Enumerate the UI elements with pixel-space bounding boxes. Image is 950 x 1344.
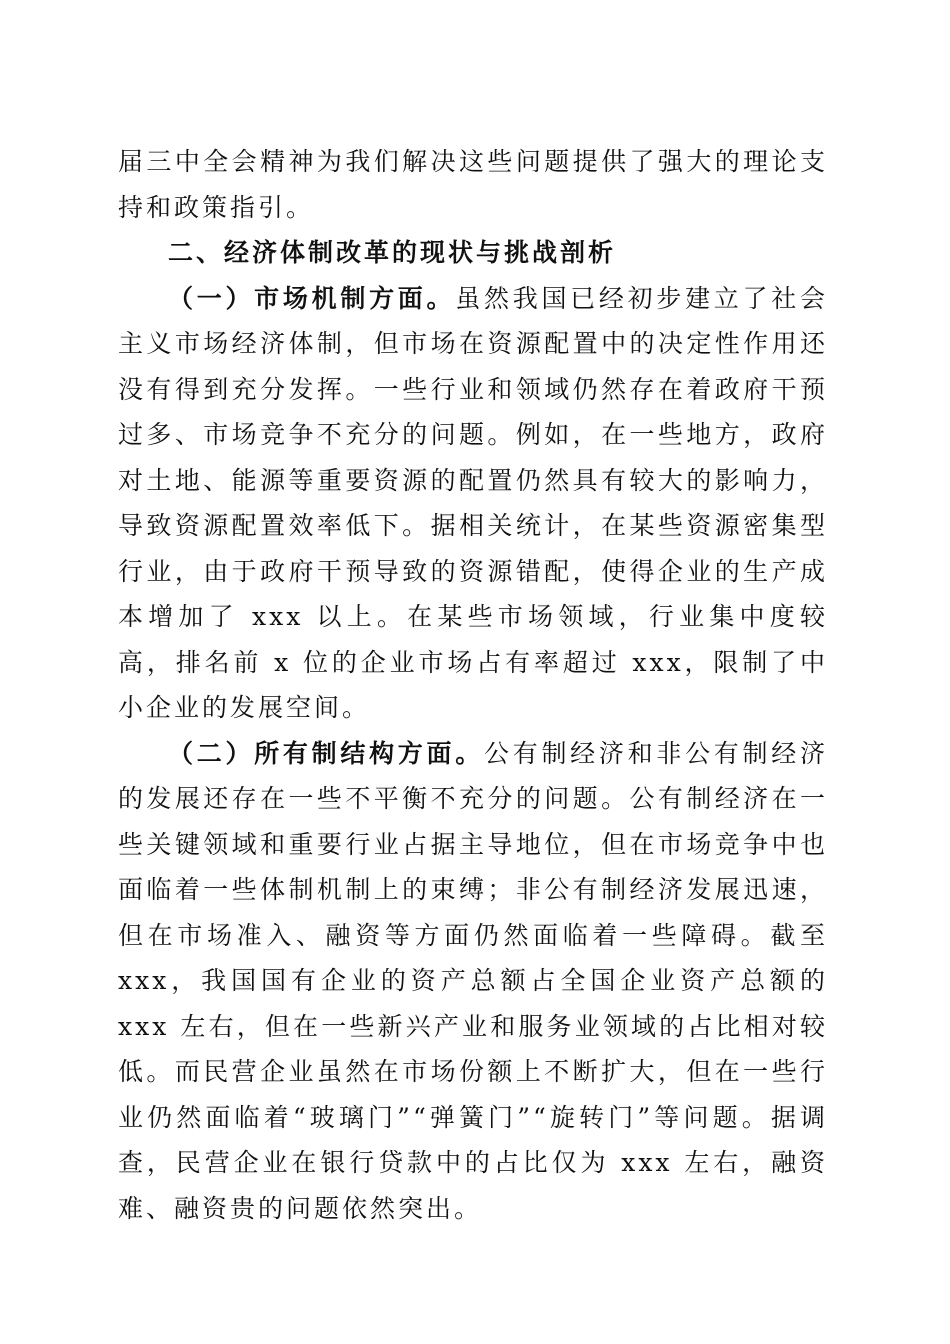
section-heading: 二、经济体制改革的现状与挑战剖析 (168, 238, 617, 267)
subsection-paragraph-market (118, 276, 828, 731)
subsection-body-ownership: 公有制经济和非公有制经济的发展还存在一些不平衡不充分的问题。公有制经济在一些关键领域和重要行业占据主导地位，但在市场竞争中也面临着一些体制机制上的束缚；非公有制经济发展迅速，但在市场准入、融资等方面仍然面临着一些障碍。截至 xxx，我国国有企业的资产总额占全国企业资产总额的 xxx 左右，但在一些新兴产业和服务业领域的占比相对较低。而民营企业虽然在市场份额上不断扩大，但在一些行业仍然面临着“玻璃门”“弹簧门”“旋转门”等问题。据调查，民营企业在银行贷款中的占比仅为 xxx 左右，融资难、融资贵的问题依然突出。 (118, 738, 828, 1223)
document-body (118, 139, 828, 1231)
subsection-body-market: 虽然我国已经初步建立了社会主义市场经济体制，但市场在资源配置中的决定性作用还没有得到充分发挥。一些行业和领域仍然存在着政府干预过多、市场竞争不充分的问题。例如，在一些地方，政府对土地、能源等重要资源的配置仍然具有较大的影响力，导致资源配置效率低下。据相关统计，在某些资源密集型行业，由于政府干预导致的资源错配，使得企业的生产成本增加了 xxx 以上。在某些市场领域，行业集中度较高，排名前 x 位的企业市场占有率超过 xxx，限制了中小企业的发展空间。 (118, 283, 828, 722)
subsection-lead-market: （一）市场机制方面。 (168, 283, 456, 313)
subsection-lead-ownership: （二）所有制结构方面。 (168, 738, 484, 768)
subsection-paragraph-ownership (118, 731, 828, 1232)
intro-paragraph: 届三中全会精神为我们解决这些问题提供了强大的理论支持和政策指引。 (118, 147, 828, 222)
